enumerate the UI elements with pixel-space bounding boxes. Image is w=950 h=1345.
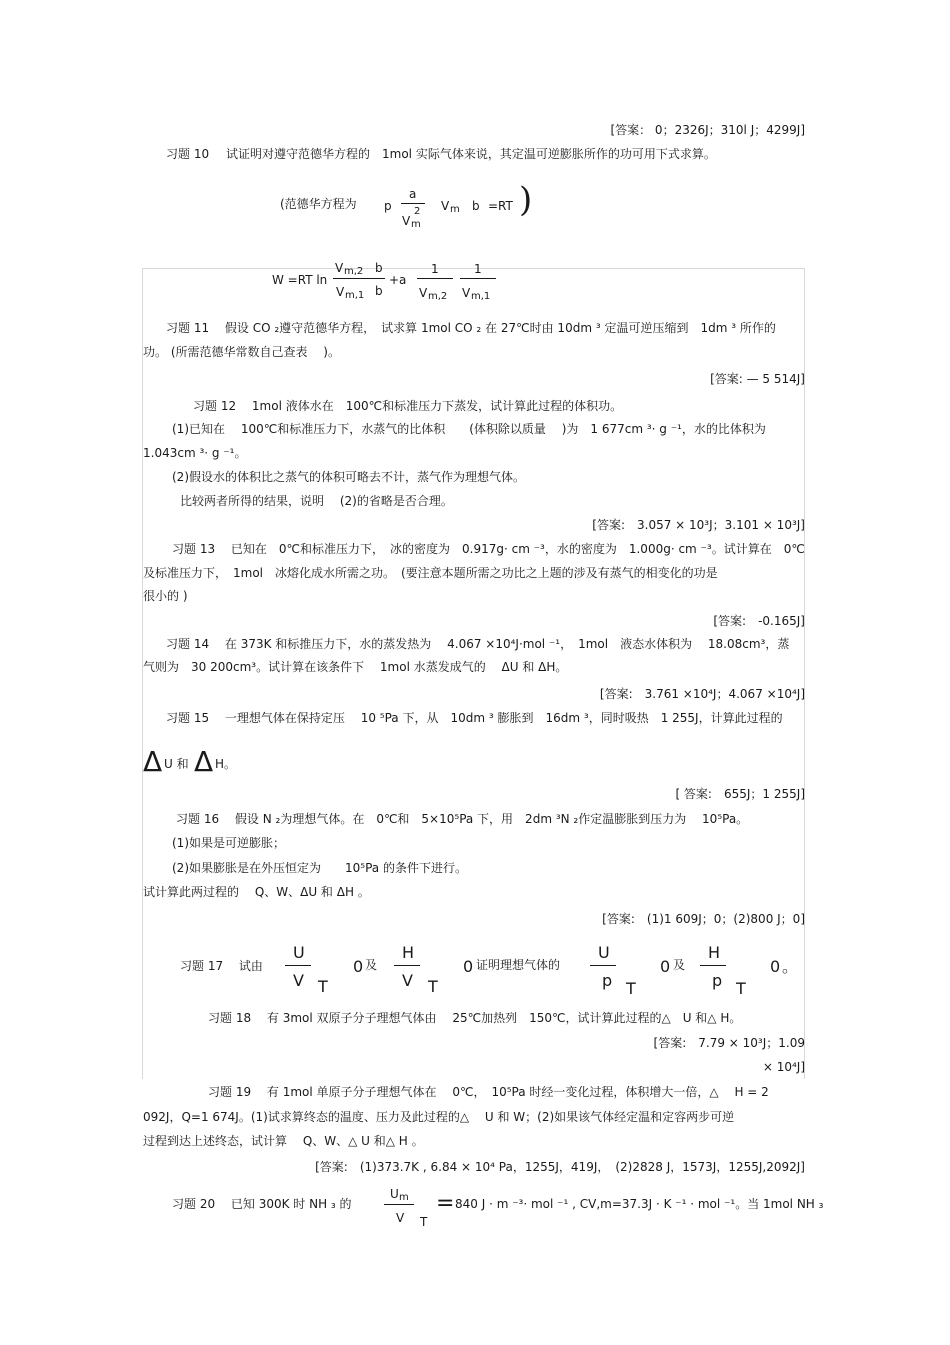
vdw-rt: =RT [488,199,513,213]
q10-text: 试证明对遵守范德华方程的 1mol 实际气体来说，其定温可逆膨胀所作的功可用下式求算。 [226,147,716,161]
q13-line3: 很小的 ) [143,589,188,603]
w-num-b: b [375,261,383,275]
q12-line4: (2)假设水的体积比之蒸气的体积可略去不计，蒸气作为理想气体。 [172,470,526,484]
q12-line3: 1.043cm ³· g ⁻¹。 [143,446,247,460]
q17-f3-bar [590,965,616,966]
q17-label: 习题 17 试由 [180,959,263,973]
answer-q13: [答案: -0.165J] [713,614,805,628]
q11-line1: 习题 11 假设 CO ₂遵守范德华方程， 试求算 1mol CO ₂ 在 27℃时由 10dm ³ 定温可逆压缩到 1dm ³ 所作的 [166,321,776,335]
q17-f4-den: p [712,971,723,990]
q12-line5: 比较两者所得的结果，说明 (2)的省略是否合理。 [180,494,453,508]
q17-f4-bar [700,965,726,966]
vdw-Vm: V [441,199,450,213]
answer-q19: [答案: (1)373.7K , 6.84 × 10⁴ Pa，1255J，419J， (2)2828 J，1573J，1255J,2092J] [315,1160,805,1174]
vdw-lead: (范德华方程为 [280,197,357,211]
q16-line4: 试计算此两过程的 Q、W、ΔU 和 ΔH 。 [143,885,370,899]
q15-line1: 习题 15 一理想气体在保持定压 10 ⁵Pa 下，从 10dm ³ 膨胀到 16dm ³，同时吸热 1 255J，计算此过程的 [166,711,783,725]
w-den-b: b [375,284,383,298]
q17-f3-den: p [602,971,613,990]
delta-symbol: Δ [143,745,163,778]
q19-line1: 习题 19 有 1mol 单原子分子理想气体在 0℃， 10⁵Pa 时经一变化过程，体积增大一倍，△ H = 2 [208,1085,769,1099]
vdw-b: b [472,199,480,213]
q17-f4-sub: T [736,979,746,998]
w-den-sub: m,1 [345,290,365,301]
w-num-sub: m,2 [344,266,364,277]
q13-line2: 及标准压力下， 1mol 冰熔化成水所需之功。 (要注意本题所需之功比之上题的涉及有蒸气的相变化的功是 [143,566,718,580]
w-num: V [335,261,344,275]
q17-end: 。 [782,957,799,976]
q17-zero4: 0 [770,957,781,976]
vdw-p: p [384,199,392,213]
q17-zero1: 0 [353,957,364,976]
w-lead: W =RT ln [272,273,328,287]
q14-line2: 气则为 30 200cm³。试计算在该条件下 1mol 水蒸发成气的 ΔU 和 ΔH。 [143,660,568,674]
vdw-Vm-sub: m [450,204,460,215]
q20-f-den: V [396,1211,405,1225]
q20-f-num-sub: m [399,1192,409,1203]
vdw-msub: m [411,219,421,230]
q16-line3: (2)如果膨胀是在外压恒定为 10⁵Pa 的条件下进行。 [172,861,467,875]
q17-f2-bar [394,965,420,966]
q17-ji2: 及 [673,958,686,972]
q18-line1: 习题 18 有 3mol 双原子分子理想气体由 25℃加热列 150℃，试计算此过程的△ U 和△ H。 [208,1011,742,1025]
q17-f2-num: H [402,943,415,962]
q20-label: 习题 20 已知 300K 时 NH ₃ 的 [172,1197,352,1211]
q17-f2-den: V [402,971,413,990]
answer-q18-2: × 10⁴J] [762,1060,805,1074]
w-one2: 1 [474,262,482,276]
w-plus: +a [389,273,407,287]
q16-line1: 习题 16 假设 N ₂为理想气体。在 0℃和 5×10⁵Pa 下，用 2dm ³N ₂作定温膨胀到压力为 10⁵Pa。 [176,812,749,826]
w-d2: V [462,286,471,300]
answer-q16: [答案: (1)1 609J；0；(2)800 J；0] [602,912,805,926]
vdw-close-paren: ) [519,180,533,220]
answer-q15: [ 答案: 655J；1 255J] [675,787,805,801]
q17-f2-sub: T [428,977,438,996]
q20-rest: 840 J · m ⁻³· mol ⁻¹ , CV,m=37.3J · K ⁻¹ · mol ⁻¹。当 1mol NH ₃ [455,1197,824,1211]
q17-zero2: 0 [463,957,474,976]
q15-h-end: H。 [215,757,237,771]
q17-f3-sub: T [626,979,636,998]
answer-q9: [答案： 0；2326J；310l J；4299J] [610,123,805,137]
q17-f1-num: U [293,943,305,962]
w-frac-bar3 [460,278,496,279]
q14-line1: 习题 14 在 373K 和标推压力下，水的蒸发热为 4.067 ×10⁴J·mol ⁻¹， 1mol 液态水体积为 18.08cm³，蒸 [166,637,790,651]
q12-line1: 习题 12 1mol 液体水在 100℃和标准压力下蒸发，试计算此过程的体积功。 [193,399,623,413]
q17-f1-den: V [293,971,304,990]
answer-q11: [答案: — 5 514J] [710,372,805,386]
q16-line2: (1)如果是可逆膨胀； [172,836,285,850]
w-frac-bar2 [417,278,453,279]
q17-f1-sub: T [318,977,328,996]
w-d1: V [419,286,428,300]
q17-f4-num: H [708,943,721,962]
q17-zero3: 0 [660,957,671,976]
w-one1: 1 [431,262,439,276]
delta-symbol: Δ [194,745,214,778]
q11-line2: 功。 (所需范德华常数自己查表 )。 [143,345,340,359]
w-frac-bar [333,278,385,279]
q17-f1-bar [285,965,311,966]
q20-f-sub: T [420,1215,428,1229]
q19-line2: 092J，Q=1 674J。(1)试求算终态的温度、压力及此过程的△ U 和 W；(2)如果该气体经定温和定容两步可逆 [143,1110,735,1124]
q20-eq: = [436,1191,455,1216]
w-den: V [336,285,345,299]
vdw-exp: 2 [414,206,421,217]
vdw-a: a [409,187,417,201]
vdw-V: V [402,214,411,228]
w-d1-sub: m,2 [428,291,448,302]
w-d2-sub: m,1 [471,291,491,302]
q10-label: 习题 10 [166,147,210,161]
vdw-fraction-bar [401,203,425,204]
answer-q12: [答案: 3.057 × 10³J；3.101 × 10³J] [592,518,805,532]
q15-u-he: U 和 [164,757,189,771]
q17-f3-num: U [598,943,610,962]
q17-mid: 证明理想气体的 [476,958,561,972]
q17-ji1: 及 [365,958,378,972]
q20-f-bar [384,1204,414,1205]
answer-q18-1: [答案: 7.79 × 10³J；1.09 [653,1036,805,1050]
q12-line2: (1)已知在 100℃和标准压力下，水蒸气的比体积 (体积除以质量 )为 1 677cm ³· g ⁻¹，水的比体积为 [172,422,766,436]
q13-line1: 习题 13 已知在 0℃和标准压力下， 冰的密度为 0.917g· cm ⁻³，水的密度为 1.000g· cm ⁻³。试计算在 0℃ [172,542,805,556]
q20-f-num: U [390,1187,399,1201]
answer-q14: [答案: 3.761 ×10⁴J；4.067 ×10⁴J] [599,687,805,701]
q19-line3: 过程到达上述终态，试计算 Q、W、△ U 和△ H 。 [143,1134,424,1148]
